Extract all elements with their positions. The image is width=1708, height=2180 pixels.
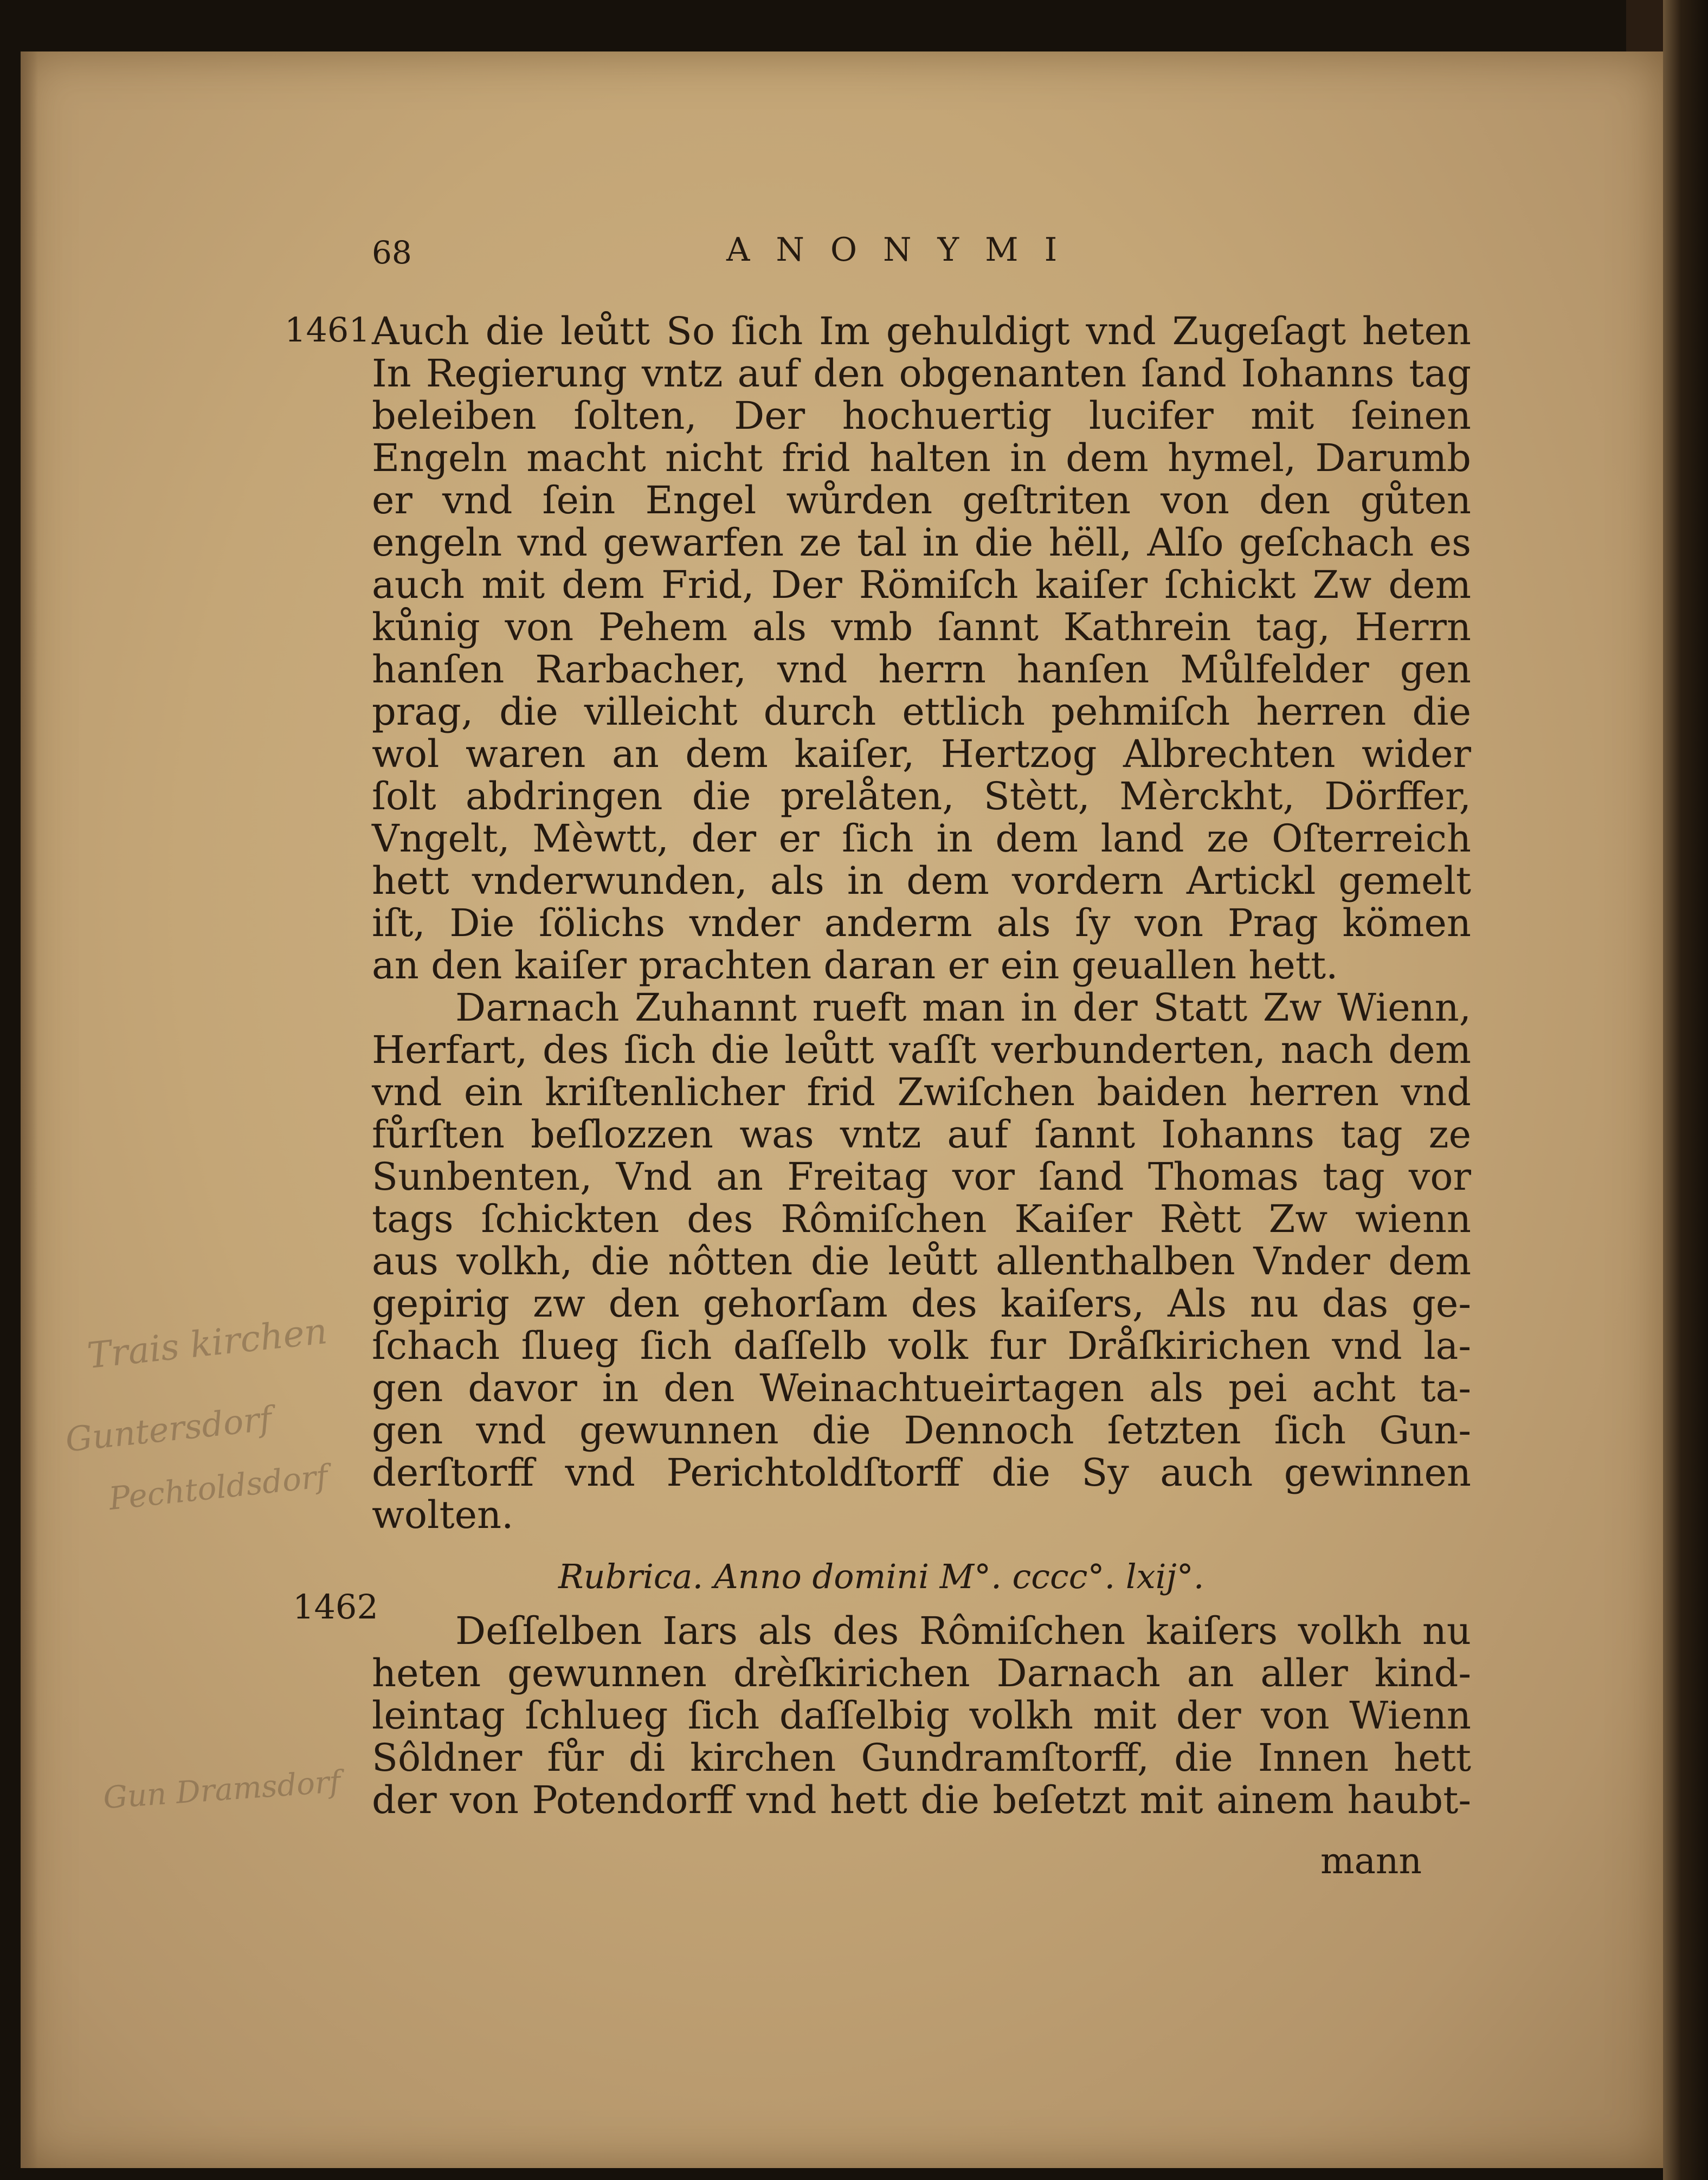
text-line: tags ſchickten des Rômiſchen Kaiſer Rètt Zw wienn xyxy=(372,1197,1471,1241)
text-line: hanſen Rarbacher, vnd herrn hanſen Můlfelder gen xyxy=(372,647,1471,692)
text-line: iſt, Die ſölichs vnder anderm als ſy von Prag kömen xyxy=(372,901,1471,945)
text-line: Auch die leůtt So ſich Im gehuldigt vnd Zugeſagt heten xyxy=(372,309,1471,353)
text-line: Vngelt, Mèwtt, der er ſich in dem land ze Oſterreich xyxy=(372,816,1471,861)
text-line: gepirig zw den gehorſam des kaiſers, Als nu das ge- xyxy=(372,1281,1471,1326)
margin-year-1461: 1461 xyxy=(285,310,370,350)
text-line: beleiben ſolten, Der hochuertig lucifer mit ſeinen xyxy=(372,394,1471,438)
text-line: an den kaiſer prachten daran er ein geuallen hett. xyxy=(372,943,1338,988)
page-edge-shadow xyxy=(21,51,38,2168)
text-line: ſolt abdringen die prelåten, Stètt, Mèrckht, Dörffer, xyxy=(372,774,1471,818)
text-line: Darnach Zuhannt rueft man in der Statt Zw Wienn, xyxy=(455,985,1471,1030)
text-line: er vnd ſein Engel wůrden geſtriten von den gůten xyxy=(372,478,1471,523)
text-line: gen vnd gewunnen die Dennoch ſetzten ſich Gun- xyxy=(372,1408,1471,1453)
text-line: heten gewunnen drèſkirichen Darnach an aller kind- xyxy=(372,1651,1471,1695)
text-line: leintag ſchlueg ſich daſſelbig volkh mit der von Wienn xyxy=(372,1693,1471,1738)
text-line: aus volkh, die nôtten die leůtt allenthalben Vnder dem xyxy=(372,1239,1471,1284)
text-line: Herfart, des ſich die leůtt vaſſt verbunderten, nach dem xyxy=(372,1028,1471,1072)
text-line: Engeln macht nicht frid halten in dem hymel, Darumb xyxy=(372,436,1471,480)
text-line: vnd ein kriſtenlicher frid Zwiſchen baiden herren vnd xyxy=(372,1070,1471,1114)
text-line: gen davor in den Weinachtueirtagen als pei acht ta- xyxy=(372,1366,1471,1410)
text-line: wolten. xyxy=(372,1493,514,1537)
catchword: mann xyxy=(1320,1840,1422,1882)
text-line: prag, die villeicht durch ettlich pehmiſch herren die xyxy=(372,689,1471,734)
text-line: wol waren an dem kaiſer, Hertzog Albrechten wider xyxy=(372,732,1471,776)
pencil-marginalia: Guntersdorf xyxy=(63,1398,274,1460)
pencil-marginalia: Trais kirchen xyxy=(85,1310,330,1377)
text-line: fůrſten beſlozzen was vntz auf ſannt Iohanns tag ze xyxy=(372,1112,1471,1157)
margin-year-1462: 1462 xyxy=(293,1587,378,1627)
running-head: ANONYMI xyxy=(726,231,1084,269)
text-line: In Regierung vntz auf den obgenanten ſand Iohanns tag xyxy=(372,351,1471,396)
pencil-marginalia: Gun Dramsdorf xyxy=(102,1764,342,1816)
text-line: hett vnderwunden, als in dem vordern Artickl gemelt xyxy=(372,859,1471,903)
page-number: 68 xyxy=(372,234,412,271)
text-line: der von Potendorff vnd hett die beſetzt mit ainem haubt- xyxy=(372,1778,1471,1822)
text-line: auch mit dem Frid, Der Römiſch kaiſer ſchickt Zw dem xyxy=(372,563,1471,607)
text-line: engeln vnd gewarfen ze tal in die hëll, Alſo geſchach es xyxy=(372,520,1471,565)
text-line: ſchach ſlueg ſich daſſelb volk fur Dråſkirichen vnd la- xyxy=(372,1324,1471,1368)
text-line: Sunbenten, Vnd an Freitag vor ſand Thomas tag vor xyxy=(372,1155,1471,1199)
rubric-heading: Rubrica. Anno domini M°. cccc°. lxij°. xyxy=(558,1557,1204,1596)
text-line: Deſſelben Iars als des Rômiſchen kaiſers volkh nu xyxy=(455,1609,1471,1653)
text-line: kůnig von Pehem als vmb ſannt Kathrein tag, Herrn xyxy=(372,605,1471,649)
pencil-marginalia: Pechtoldsdorf xyxy=(107,1457,330,1518)
text-line: Sôldner fůr di kirchen Gundramſtorff, die Innen hett xyxy=(372,1736,1471,1780)
text-line: derſtorff vnd Perichtoldſtorff die Sy auch gewinnen xyxy=(372,1450,1471,1495)
book-spine xyxy=(1663,0,1708,2180)
